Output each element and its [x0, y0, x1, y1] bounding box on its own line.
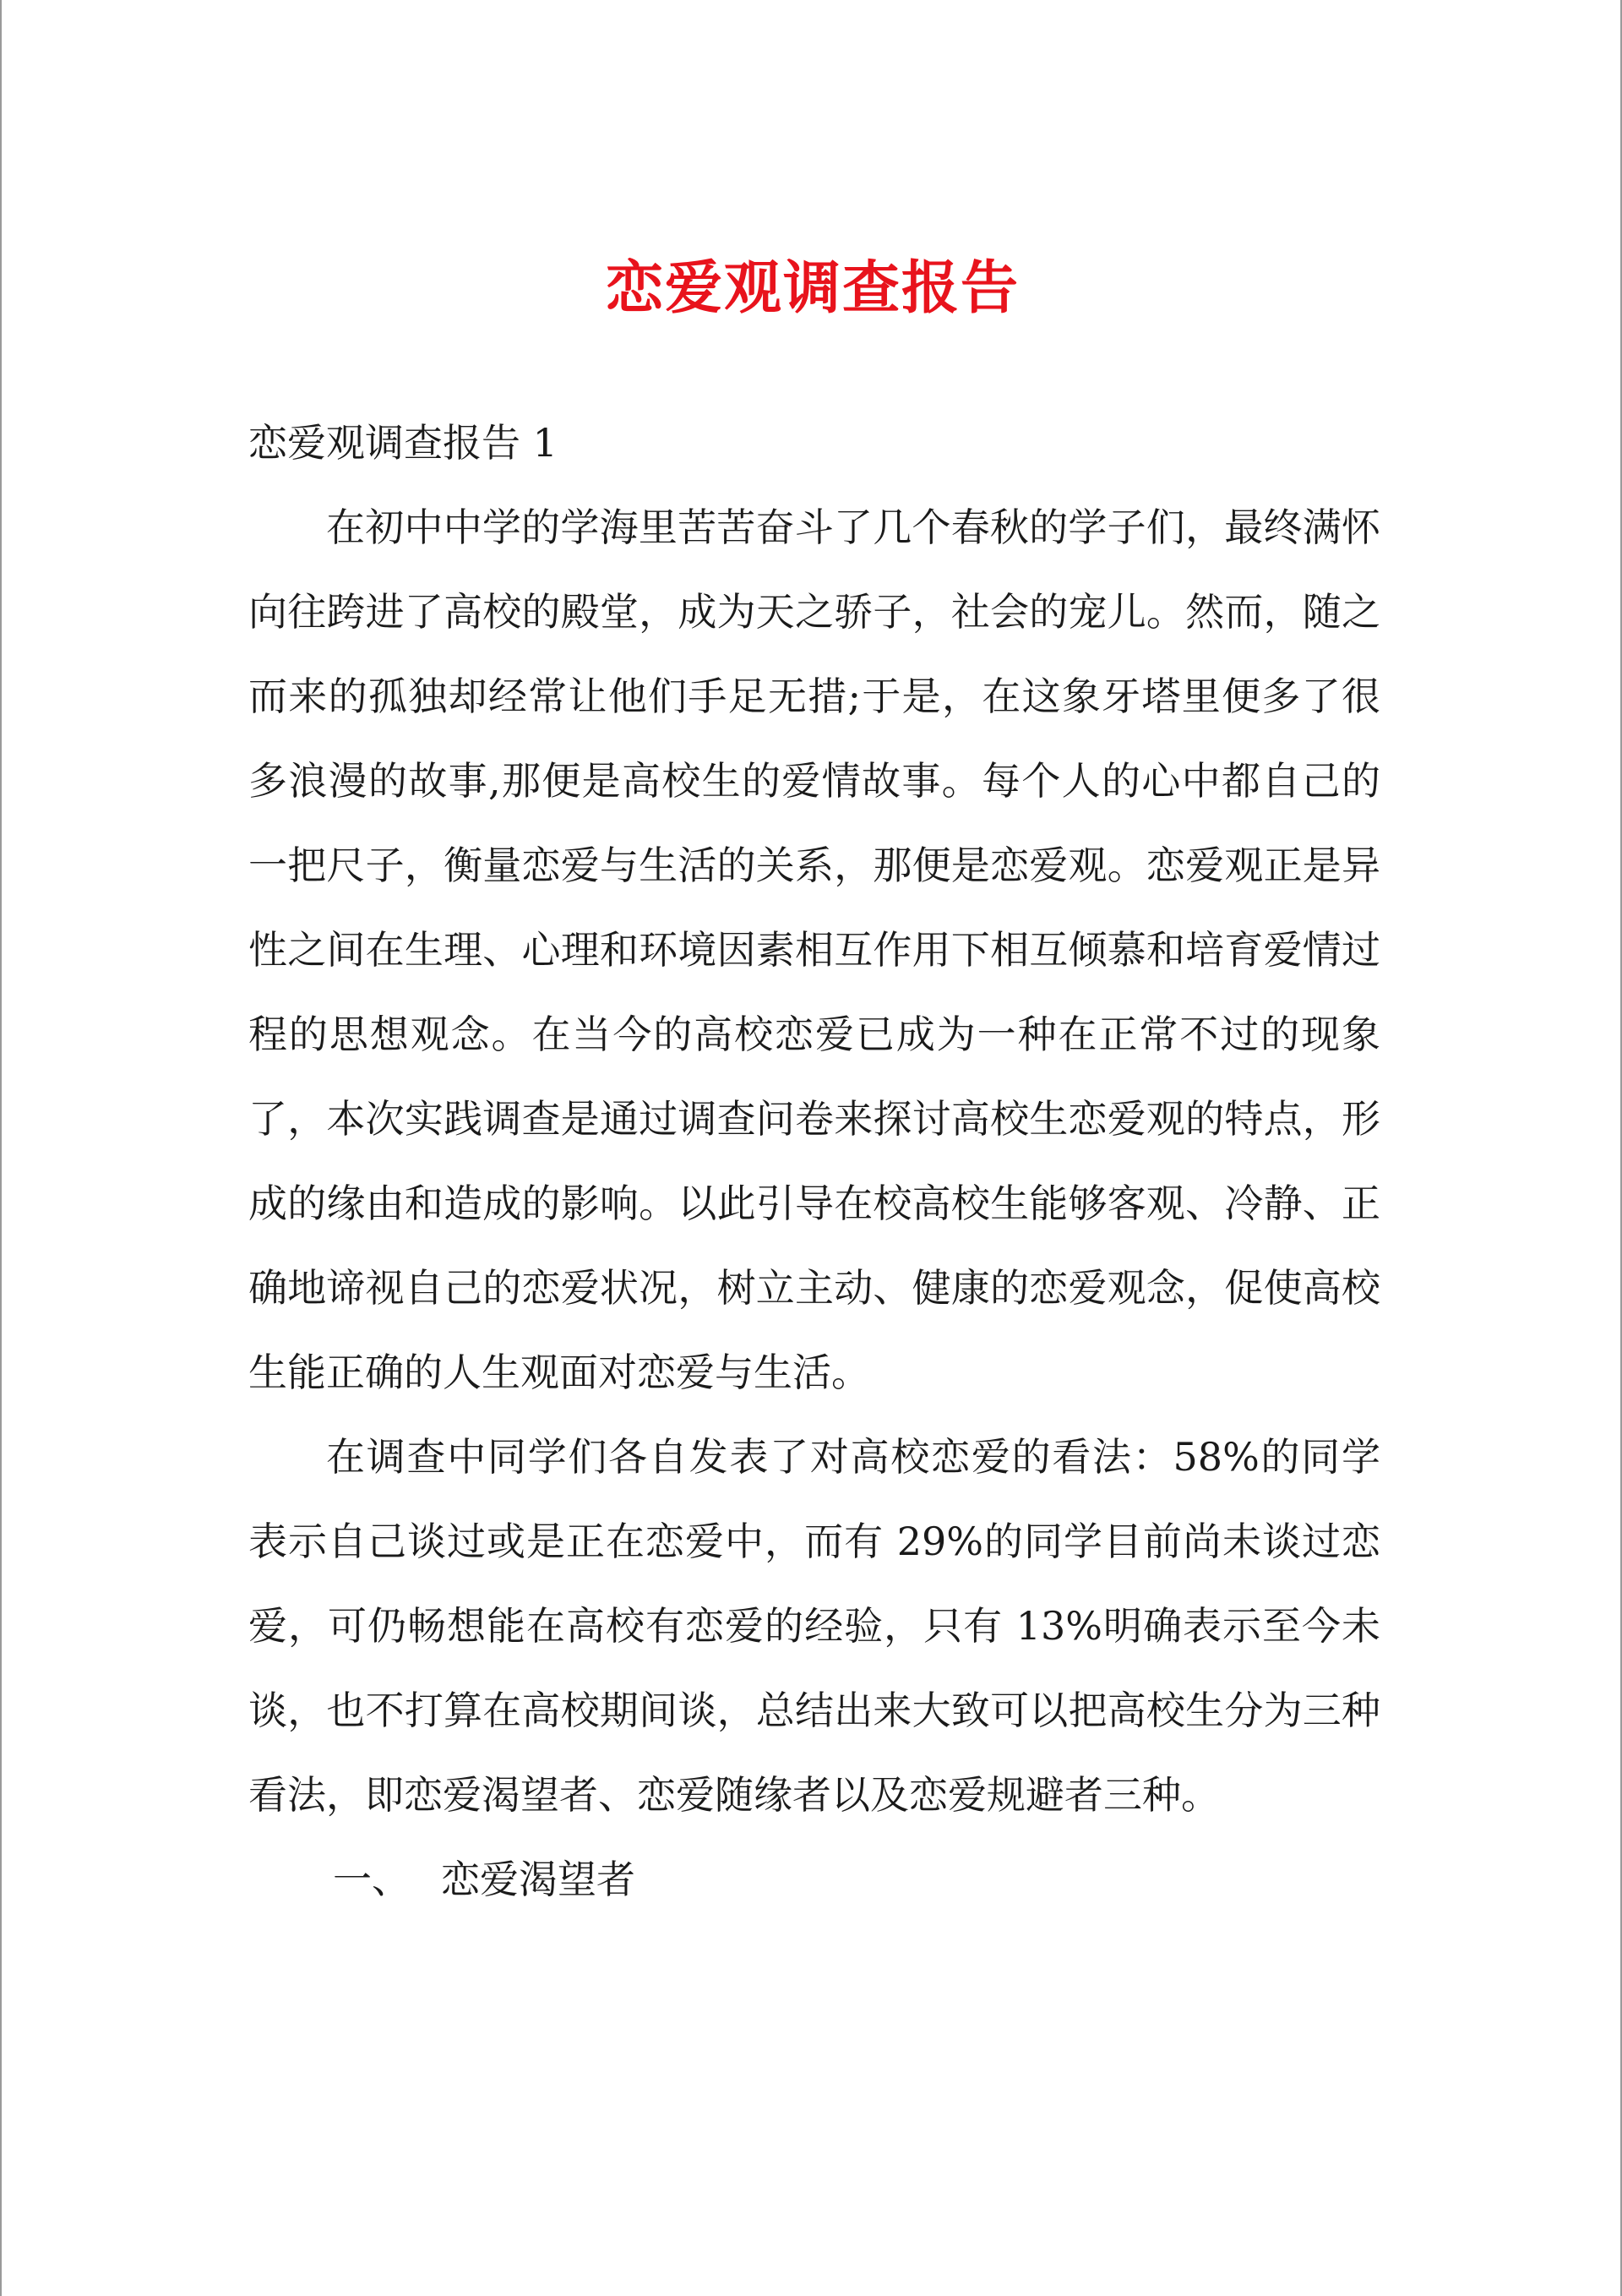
document-body — [248, 401, 1380, 1922]
section-subtitle: 恋爱观调查报告 1 — [248, 420, 558, 466]
paragraph-intro: 在初中中学的学海里苦苦奋斗了几个春秋的学子们，最终满怀向往跨进了高校的殿堂，成为天之骄子，社会的宠儿。然而，随之而来的孤独却经常让他们手足无措;于是，在这象牙塔里便多了很多浪漫的故事,那便是高校生的爱情故事。每个人的心中都自己的一把尺子，衡量恋爱与生活的关系，那便是恋爱观。恋爱观正是异性之间在生理、心理和环境因素相互作用下相互倾慕和培育爱情过程的思想观念。在当今的高校恋爱已成为一种在正常不过的现象了，本次实践调查是通过调查问卷来探讨高校生恋爱观的特点，形成的缘由和造成的影响。以此引导在校高校生能够客观、冷静、正确地谛视自己的恋爱状况，树立主动、健康的恋爱观念，促使高校生能正确的人生观面对恋爱与生活。 — [248, 504, 1380, 1395]
section-heading-number: 一、 — [333, 1857, 411, 1902]
paragraph-survey-results: 在调查中同学们各自发表了对高校恋爱的看法：58%的同学表示自己谈过或是正在恋爱中，而有 29%的同学目前尚未谈过恋爱，可仍畅想能在高校有恋爱的经验，只有 13%明确表示至今未谈，也不打算在高校期间谈，总结出来大致可以把高校生分为三种看法，即恋爱渴望者、恋爱随缘者以及恋爱规避者三种。 — [248, 1434, 1380, 1818]
section-heading — [248, 1837, 1380, 1922]
document-title: 恋爱观调查报告 — [605, 254, 1020, 322]
section-heading-text: 恋爱渴望者 — [441, 1857, 635, 1902]
